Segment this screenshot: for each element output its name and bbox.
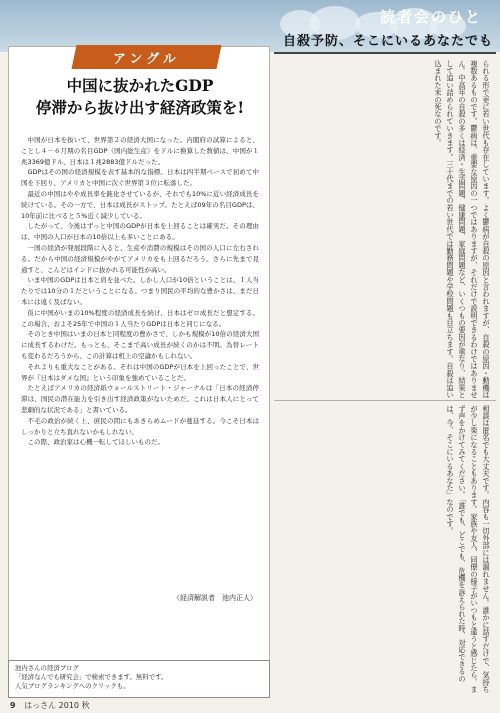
body-paragraph: それよりも重大なことがある。それは中国のGDPが日本を上回ったことで、世界が『日本はダメな国』という印象を強めていることだ。 <box>21 362 259 382</box>
title-rule <box>274 52 496 54</box>
ribbon-badge <box>71 45 221 69</box>
blog-line-title: 池内さんの経済ブログ <box>15 664 79 672</box>
body-paragraph: 一国の経済が発展段階に入ると、生産や消費の規模はその国の人口に左右される。だから中国の経済規模がやがてアメリカをも上回るだろう。さらに先まで見通すと、こんどはインドに抜かれる可能性が高い。 <box>21 243 259 274</box>
right-article-upper-text <box>276 60 492 400</box>
page-footer <box>10 700 90 711</box>
article-body <box>21 135 259 448</box>
page-number: 9 <box>10 701 16 710</box>
body-paragraph: たとえばアメリカの経済紙ウォールストリート・ジャーナルは「日本の経済停滞は、国民の潜在能力を引き出す経済政策がないためだ。これは日本人にとって悲劇的な状況である」と書いている。 <box>21 384 259 414</box>
body-paragraph: そのとき中国はいまの日本と同程度の豊かさで、しかも規模が10倍の経済大国に成長するわけだ。もっとも、そこまで高い成長が続くのかは不明。為替レートも変わるだろうから、この計算は机上の空論かもしれない。 <box>21 330 259 360</box>
body-paragraph: 不毛の政治が続く上、庶民の間にもあきらめムードが蔓延する。今こそ日本はしっかりと立ち直れないかもしれない。 <box>21 416 259 436</box>
body-paragraph: いま中国のGDPは日本と肩を並べた。しかし人口が10倍ということは、１人当たりでは10分の１だということになる。つまり国民の平均的な豊かさは、まだ日本には遠く及ばない。 <box>21 276 259 306</box>
vertical-paragraph: られる形で更に若い世代も存在しています。よく鬱病が自殺の原因と言われますが、自殺の原因・動機は複数あるものです。鬱病は、重要な原因の一つではありますが、それだけで説明できるわけではありません。中高年の自殺の多くは経済・生活問題、健康問題、家庭問題など、いくつもの要因が重なり、結果として追い詰められていきます。三十代までの若い世代では勤務問題や学校問題も目立ちます。自殺は追い込まれた末の死なのです。 <box>434 60 491 399</box>
body-paragraph: 最近の中国はやや成長率を鈍化させているが、それでも10%に近い経済成長を続けている。その一方で、日本は成長がストップ。たとえば09年の名目GDPは、10年前に比べると５%近く減少している。 <box>21 189 259 220</box>
article-author: （経済解説者 池内正人） <box>173 594 257 602</box>
body-paragraph: この際、政治家は心機一転してほしいものだ。 <box>27 438 164 447</box>
article-title-line2: 停滞から抜け出す経済政策を! <box>35 98 245 117</box>
section-label: 読者会のひと <box>380 8 483 26</box>
article-title <box>19 75 261 119</box>
column-divider <box>274 400 496 401</box>
vertical-paragraph: 相談は匿名でも大丈夫です。内容も一切外部には漏れません。誰かに話すだけで、気持ちが少し楽になることもあります。家族や友人、同僚の様子がいつもと違うと感じたら、まず声をかけてみてください。「誰でも、どこでも、危機を訴えられた時、対応できるのは、今、そこにいるあなた」なのです。 <box>446 405 491 693</box>
body-paragraph: 中国が日本を抜いて、世界第２の経済大国になった。内閣府の試算によると、ことし４－６月期の名目GDP（国内総生産）をドルに換算した数値は、中国が１兆3369億ドル、日本は１兆2883億ドルだった。 <box>21 136 259 166</box>
right-article-title: 自殺予防、そこにいるあなたでも <box>282 34 493 49</box>
left-article-box <box>8 46 270 664</box>
body-paragraph: したがって、今後はずっと中国のGDPが日本を上回ることは確実だ。その理由は、中国の人口が日本の10倍以上も多いことにある。 <box>21 222 259 242</box>
right-article-lower-text <box>276 405 492 695</box>
body-paragraph: GDPはその国の経済規模を表す基本的な指標。日本は四半期ベースで初めて中国を下回り、アメリカと中国に次ぐ世界第３位に転落した。 <box>21 168 259 188</box>
body-paragraph: 仮に中国がいまの10%程度の経済成長を続け、日本はゼロ成長だと想定する。この場合、およそ25年で中国の１人当たりGDPは日本と同じになる。 <box>21 308 259 328</box>
article-title-line1: 中国に抜かれたGDP <box>66 76 214 95</box>
blog-info-box <box>8 660 270 698</box>
blog-line-ranking: 人気ブログランキングへのクリックも。 <box>15 682 130 690</box>
ribbon-label: アングル <box>113 51 180 67</box>
publication-name: はっさん 2010 秋 <box>24 701 90 710</box>
blog-line-search: 「経済なんでも研究会」で検索できます。無料です。 <box>15 673 168 681</box>
